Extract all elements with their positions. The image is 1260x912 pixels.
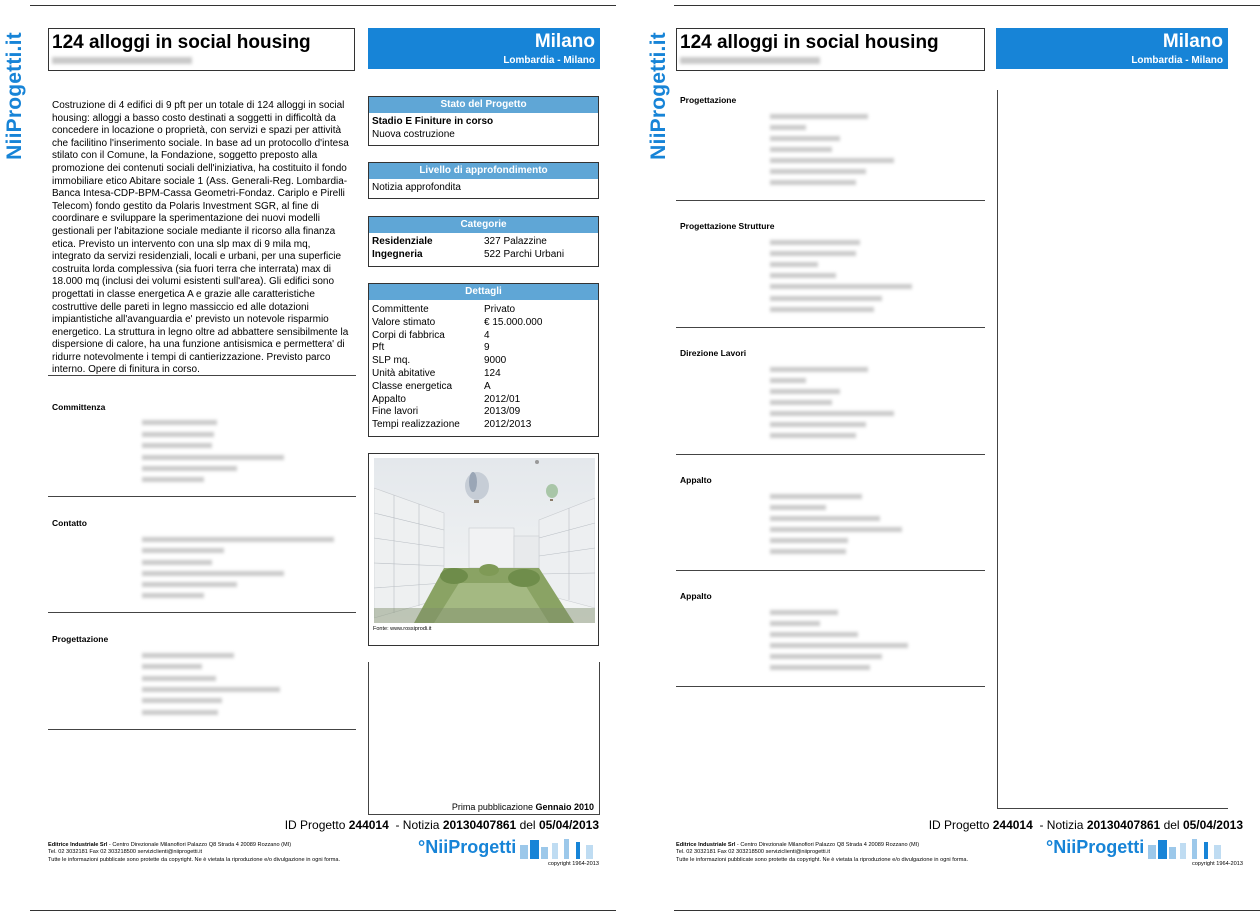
project-title-box — [676, 28, 985, 71]
empty-box-border — [599, 662, 600, 814]
project-photo-box — [368, 453, 599, 646]
page-1 — [0, 0, 616, 912]
status-panel — [368, 96, 599, 146]
footer-text: Editrice Industriale Srl - Centro Direzionale Milanofiori Palazzo Q8 Strada 4 20089 Rozzano (MI) Tel. 02 3032181 Fax 02 303218500 serviziclienti@niiprogetti.it Tutte le informazioni pubblicate sono protette da copyright. Ne è vietata la riproduzione e/o divulgazione in ogni forma. — [48, 842, 341, 863]
categories-panel — [368, 216, 599, 267]
column-border — [997, 90, 998, 808]
depth-value: Notizia approfondita — [372, 182, 461, 193]
location-box — [996, 28, 1228, 69]
project-title: 124 alloggi in social housing — [52, 32, 311, 53]
status-header: Stato del Progetto — [369, 97, 598, 113]
detail-row: Pft 9 — [372, 342, 490, 354]
depth-panel — [368, 162, 599, 199]
categories-header: Categorie — [369, 217, 598, 233]
project-title-box — [48, 28, 355, 71]
copyright: copyright 1964-2013 — [547, 861, 599, 867]
footer-text: Editrice Industriale Srl - Centro Direzionale Milanofiori Palazzo Q8 Strada 4 20089 Rozzano (MI) Tel. 02 3032181 Fax 02 303218500 serviziclienti@niiprogetti.it Tutte le informazioni pubblicate sono protette da copyright. Ne è vietata la riproduzione e/o divulgazione in ogni forma. — [676, 842, 969, 863]
brand-logo: NiiProgetti.it — [3, 32, 26, 160]
copyright: copyright 1964-2013 — [1191, 861, 1243, 867]
detail-row: Tempi realizzazione 2012/2013 — [372, 419, 532, 431]
project-description: Costruzione di 4 edifici di 9 pft per un totale di 124 alloggi in social housing: alloggi a basso costo destinati a soggetti in difficoltà da concedere in locazione o proprietà, con servizi e spazi per attività che facilitino l'inserimento sociale. In base ad un protocollo d'intesa stilato con il Comune, la Fondazione, soggetto preposto alla promozione dei contenuti sociali dell'iniziativa, ha costituito il fondo immobiliare etico Abitare sociale 1 (Ass. Generali-Reg. Lombardia-Banca Intesa-CDP-BPM-Cassa Geometri-Fondaz. Cariplo e Pirelli Telecom) fondo gestito da Polaris Investment SGR, al fine di coordinare e sviluppare la sperimentazione dei nuovi modelli gestionali per l'abitazione sociale mediante il ricorso alla finanza etica. Previsto un intervento con una slp max di 9 mila mq, integrato da servizi residenziali, locali e urbani, per una superficie costruita lorda complessiva (sia fuori terra che interrata) max di 18.000 mq (inclusi dei volumi esistenti sull'area). Gli edifici sono progettati in classe energetica A e grazie alle caratteristiche costruttive delle pareti in legno massiccio ed alle dotazioni impiantistiche all'avanguardia e' previsto un notevole risparmio energetico. La struttura in legno oltre ad abbattere sensibilmente la dispersione di calore, ha una funzione antisismica e permettera' di ridurre notevolmente i tempi di cantierizzazione. Previsto parco interno. Opere di finitura in corso. — [52, 100, 349, 376]
category-row: Ingegneria 522 Parchi Urbani — [372, 248, 565, 260]
detail-row: Valore stimato € 15.000.000 — [372, 316, 543, 328]
address-blurred — [52, 57, 192, 64]
project-rendering-image — [374, 458, 595, 623]
divider — [676, 200, 985, 201]
location-box — [368, 28, 600, 69]
contact-role: Progettazione Strutture — [680, 221, 775, 231]
divider — [676, 686, 985, 687]
contact-role: Appalto — [680, 591, 712, 601]
divider — [48, 496, 356, 497]
divider — [676, 454, 985, 455]
project-id-line: ID Progetto 244014 - Notizia 20130407861 del 05/04/2013 — [928, 818, 1243, 832]
city-name: Milano — [534, 31, 595, 52]
top-rule — [30, 5, 616, 6]
divider — [48, 375, 356, 376]
detail-row: Committente Privato — [372, 304, 516, 315]
bottom-rule — [674, 910, 1260, 911]
contact-role: Contatto — [52, 518, 87, 528]
bottom-rule — [30, 910, 616, 911]
divider — [676, 327, 985, 328]
status-type: Nuova costruzione — [372, 128, 455, 140]
project-id-line: ID Progetto 244014 - Notizia 20130407861 del 05/04/2013 — [284, 818, 599, 832]
skyline-icon — [518, 837, 600, 859]
depth-header: Livello di approfondimento — [369, 163, 598, 179]
brand-logo: NiiProgetti.it — [647, 32, 670, 160]
category-row: Residenziale 327 Palazzine — [372, 236, 547, 247]
top-rule — [674, 5, 1260, 6]
contact-role: Progettazione — [680, 95, 737, 105]
contact-role: Appalto — [680, 475, 712, 485]
contact-role: Direzione Lavori — [680, 348, 747, 358]
contact-role: Progettazione — [52, 634, 109, 644]
region-name: Lombardia - Milano — [503, 55, 595, 66]
footer-logo: °NiiProgetti — [1042, 835, 1228, 861]
contact-role: Committenza — [52, 402, 106, 412]
divider — [48, 612, 356, 613]
divider — [676, 570, 985, 571]
project-title: 124 alloggi in social housing — [680, 32, 939, 53]
column-border — [997, 808, 1228, 809]
address-blurred — [680, 57, 820, 64]
photo-credit: Fonte: www.rossiprodi.it — [373, 626, 432, 632]
page-2 — [644, 0, 1260, 912]
empty-box-border — [368, 814, 600, 815]
detail-row: Appalto 2012/01 — [372, 393, 521, 405]
status-phase: Stadio E Finiture in corso — [372, 116, 494, 127]
details-panel — [368, 283, 599, 437]
empty-box-border — [368, 662, 369, 814]
detail-row: Fine lavori 2013/09 — [372, 406, 521, 418]
detail-row: Unità abitative 124 — [372, 367, 501, 379]
first-publication: Prima pubblicazione Gennaio 2010 — [451, 802, 594, 812]
divider — [48, 729, 356, 730]
detail-row: Classe energetica A — [372, 380, 491, 392]
detail-row: Corpi di fabbrica 4 — [372, 329, 490, 341]
details-header: Dettagli — [369, 284, 598, 300]
skyline-icon — [1146, 837, 1228, 859]
city-name: Milano — [1162, 31, 1223, 52]
region-name: Lombardia - Milano — [1131, 55, 1223, 66]
detail-row: SLP mq. 9000 — [372, 355, 507, 367]
footer-logo: °NiiProgetti — [414, 835, 600, 861]
